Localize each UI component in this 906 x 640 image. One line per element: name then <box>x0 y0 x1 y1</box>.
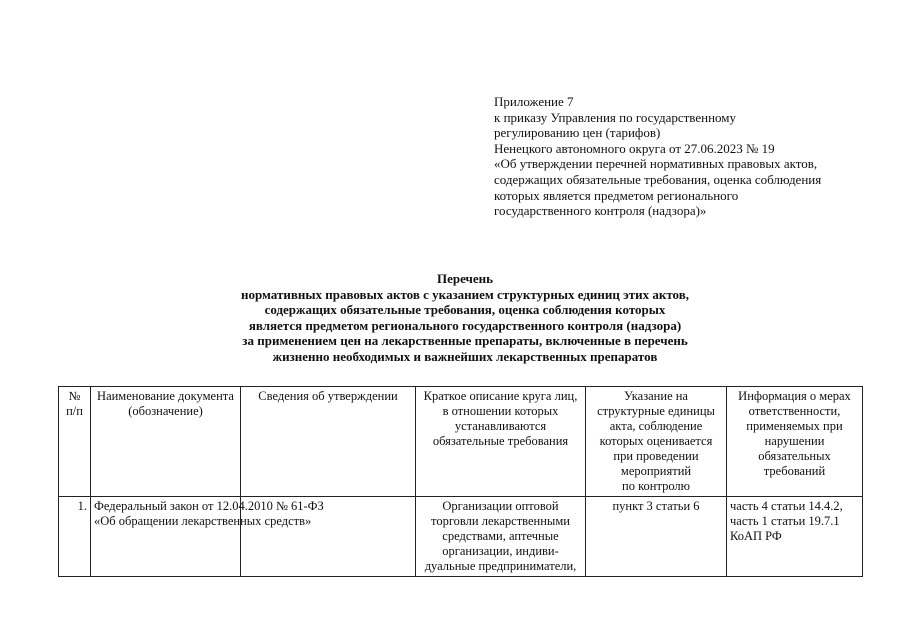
annex-line: Приложение 7 <box>494 94 574 109</box>
row-liability: часть 4 статьи 14.4.2, часть 1 статьи 19.7.1 КоАП РФ <box>727 497 863 577</box>
row-persons: Организации оптовой торговли лекарственными средствами, аптечные организации, индиви- дуальные предприниматели, <box>416 497 586 577</box>
header-persons: Краткое описание круга лиц, в отношении которых устанавливаются обязательные требования <box>416 387 586 497</box>
header-approval-info: Сведения об утверждении <box>241 387 416 497</box>
title-line: нормативных правовых актов с указанием структурных единиц этих актов, <box>240 286 689 302</box>
table-row <box>59 497 863 577</box>
table-header-row <box>59 387 863 497</box>
title-line: за применением цен на лекарственные препараты, включенные в перечень <box>242 333 688 348</box>
header-structural-units: Указание на структурные единицы акта, соблюдение которых оценивается при проведении мероприятий по контролю <box>586 387 727 497</box>
document-title <box>150 271 780 364</box>
annex-line: регулированию цен (тарифов) <box>494 125 661 141</box>
annex-line: содержащих обязательные требования, оценка соблюдения <box>494 171 822 187</box>
row-structural-units: пункт 3 статьи 6 <box>586 497 727 577</box>
title-line: жизненно необходимых и важнейших лекарственных препаратов <box>272 348 658 364</box>
annex-line: «Об утверждении перечней нормативных правовых актов, <box>494 156 818 172</box>
annex-line: которых является предметом регионального <box>494 187 739 203</box>
annex-line: Ненецкого автономного округа от 27.06.2023 № 19 <box>494 140 775 156</box>
row-number: 1. <box>59 497 91 577</box>
header-document-name: Наименование документа (обозначение) <box>91 387 241 497</box>
annex-line: к приказу Управления по государственному <box>494 109 737 125</box>
title-line: является предметом регионального государственного контроля (надзора) <box>248 317 682 333</box>
row-document-name: Федеральный закон от 12.04.2010 № 61-ФЗ «Об обращении лекарственных средств» <box>91 497 241 577</box>
annex-reference <box>494 94 874 219</box>
title-line: Перечень <box>436 271 494 286</box>
annex-line: государственного контроля (надзора)» <box>494 203 707 219</box>
title-line: содержащих обязательные требования, оценка соблюдения которых <box>264 302 666 317</box>
header-number: № п/п <box>59 387 91 497</box>
acts-table <box>58 386 863 577</box>
header-liability: Информация о мерах ответственности, применяемых при нарушении обязательных требований <box>727 387 863 497</box>
